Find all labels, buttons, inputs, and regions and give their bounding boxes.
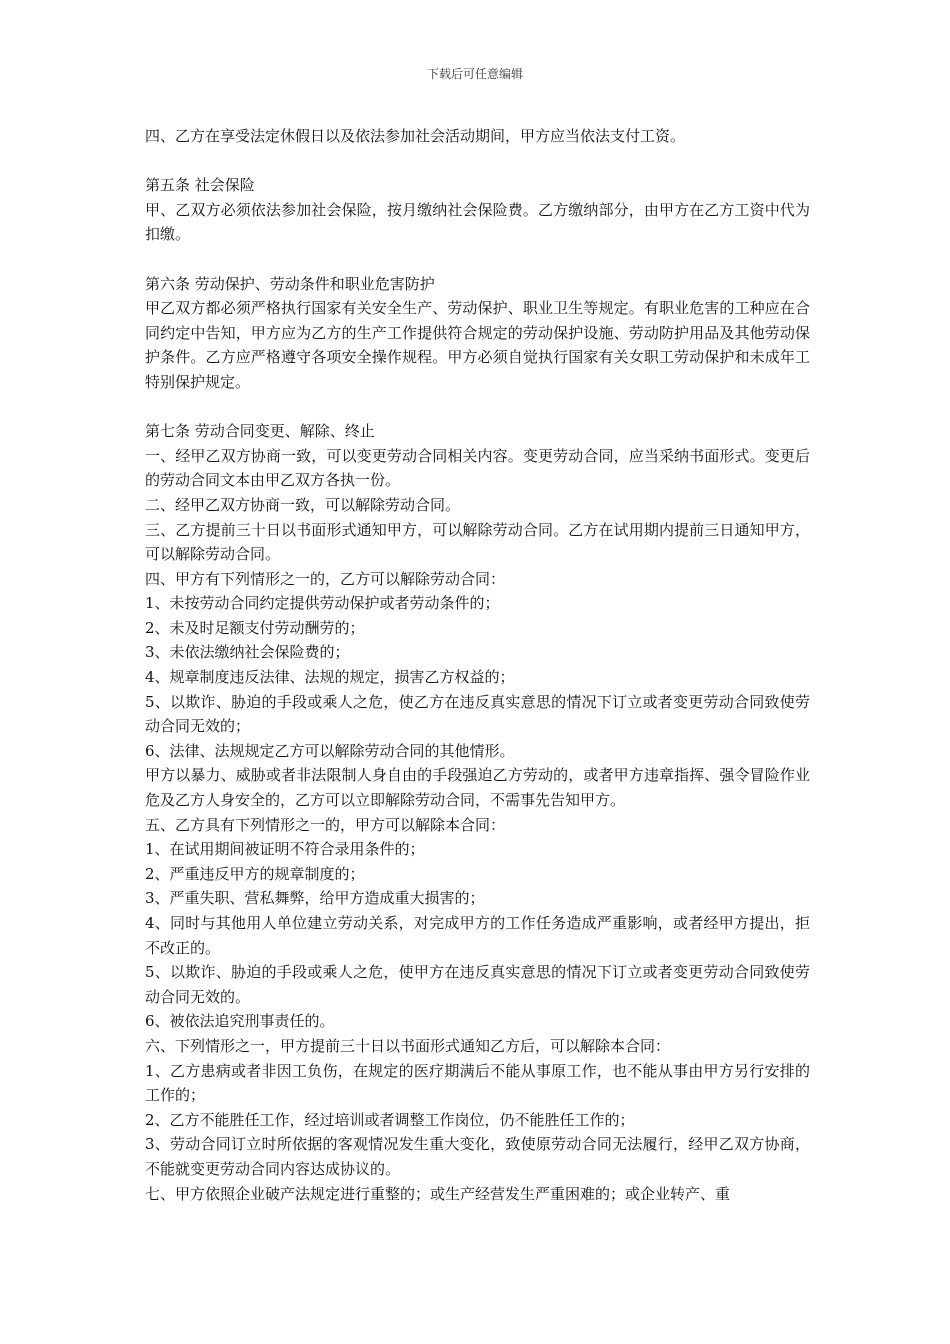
- paragraph: 4、规章制度违反法律、法规的规定，损害乙方权益的；: [145, 668, 515, 687]
- page-header: 下载后可任意编辑: [426, 67, 523, 81]
- paragraph: 3、劳动合同订立时所依据的客观情况发生重大变化，致使原劳动合同无法履行，经甲乙双方协商，不能就变更劳动合同内容达成协议的。: [145, 1135, 810, 1178]
- document-section: [145, 173, 810, 247]
- paragraph: 2、严重违反甲方的规章制度的；: [145, 864, 365, 883]
- section-spacer: [145, 247, 810, 272]
- paragraph: 6、法律、法规规定乙方可以解除劳动合同的其他情形。: [145, 741, 515, 760]
- section-heading: 第六条 劳动保护、劳动条件和职业危害防护: [145, 274, 435, 293]
- document-section: [145, 272, 810, 395]
- paragraph: 1、未按劳动合同约定提供劳动保护或者劳动条件的；: [145, 594, 500, 613]
- paragraph: 1、在试用期间被证明不符合录用条件的；: [145, 840, 425, 859]
- section-heading: 第七条 劳动合同变更、解除、终止: [145, 422, 375, 441]
- paragraph: 四、甲方有下列情形之一的，乙方可以解除劳动合同：: [145, 569, 506, 588]
- paragraph: 5、以欺诈、胁迫的手段或乘人之危，使甲方在违反真实意思的情况下订立或者变更劳动合同致使劳动合同无效的。: [145, 963, 810, 1006]
- paragraph: 七、甲方依照企业破产法规定进行重整的；或生产经营发生严重困难的；或企业转产、重: [145, 1184, 731, 1203]
- paragraph: 二、经甲乙双方协商一致，可以解除劳动合同。: [145, 495, 461, 514]
- paragraph: 3、未依法缴纳社会保险费的；: [145, 643, 350, 662]
- paragraph: 五、乙方具有下列情形之一的，甲方可以解除本合同：: [145, 815, 506, 834]
- paragraph: 甲乙双方都必须严格执行国家有关安全生产、劳动保护、职业卫生等规定。有职业危害的工种应在合同约定中告知，甲方应为乙方的生产工作提供符合规定的劳动保护设施、劳动防护用品及其他劳动保护条件。乙方应严格遵守各项安全操作规程。甲方必须自觉执行国家有关女职工劳动保护和未成年工特别保护规定。: [145, 299, 810, 391]
- paragraph: 1、乙方患病或者非因工负伤，在规定的医疗期满后不能从事原工作，也不能从事由甲方另行安排的工作的；: [145, 1061, 810, 1105]
- paragraph: 甲、乙双方必须依法参加社会保险，按月缴纳社会保险费。乙方缴纳部分，由甲方在乙方工资中代为扣缴。: [145, 200, 810, 244]
- paragraph: 3、严重失职、营私舞弊，给甲方造成重大损害的；: [145, 889, 485, 908]
- paragraph: 4、同时与其他用人单位建立劳动关系，对完成甲方的工作任务造成严重影响，或者经甲方提出，拒不改正的。: [145, 914, 810, 957]
- paragraph: 2、未及时足额支付劳动酬劳的；: [145, 618, 365, 637]
- section-heading: 第五条 社会保险: [145, 176, 255, 195]
- paragraph: 6、被依法追究刑事责任的。: [145, 1012, 335, 1031]
- paragraph: 甲方以暴力、威胁或者非法限制人身自由的手段强迫乙方劳动的，或者甲方违章指挥、强令冒险作业危及乙方人身安全的，乙方可以立即解除劳动合同，不需事先告知甲方。: [145, 766, 810, 810]
- paragraph: 三、乙方提前三十日以书面形式通知甲方，可以解除劳动合同。乙方在试用期内提前三日通知甲方，可以解除劳动合同。: [145, 520, 810, 564]
- section-spacer: [145, 395, 810, 420]
- paragraph: 一、经甲乙双方协商一致，可以变更劳动合同相关内容。变更劳动合同，应当采纳书面形式。变更后的劳动合同文本由甲乙双方各执一份。: [145, 446, 810, 490]
- document-section: [145, 124, 810, 149]
- paragraph: 2、乙方不能胜任工作，经过培训或者调整工作岗位，仍不能胜任工作的；: [145, 1110, 635, 1129]
- paragraph: 5、以欺诈、胁迫的手段或乘人之危，使乙方在违反真实意思的情况下订立或者变更劳动合同致使劳动合同无效的；: [145, 692, 810, 736]
- section-spacer: [145, 149, 810, 174]
- document-body: [145, 124, 810, 1206]
- paragraph: 六、下列情形之一，甲方提前三十日以书面形式通知乙方后，可以解除本合同：: [145, 1036, 671, 1055]
- paragraph: 四、乙方在享受法定休假日以及依法参加社会活动期间，甲方应当依法支付工资。: [145, 127, 686, 145]
- document-section: [145, 419, 810, 1206]
